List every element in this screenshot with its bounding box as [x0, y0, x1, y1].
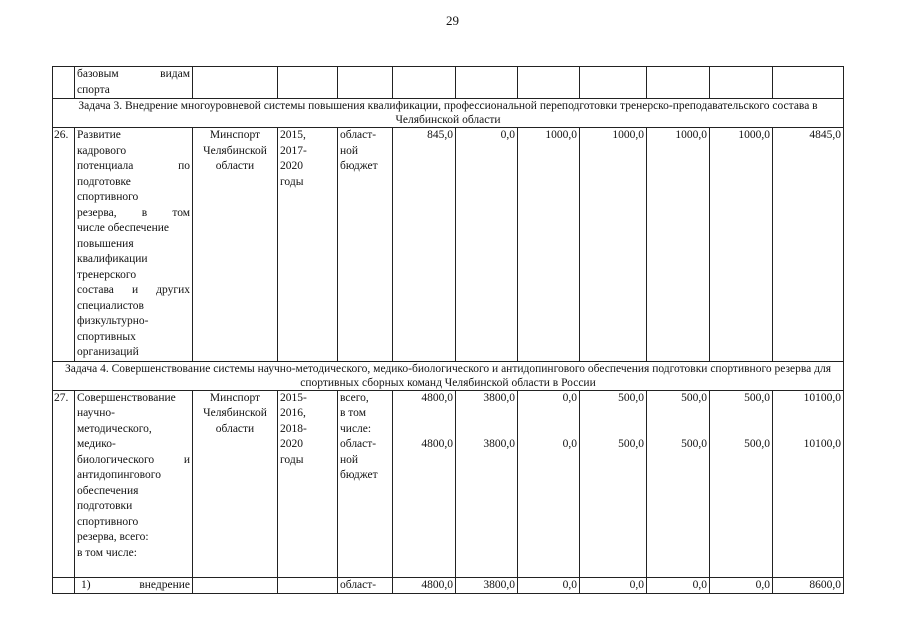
value-cell: 1000,0: [710, 128, 773, 362]
value-cell: 845,0: [393, 128, 456, 362]
value-cell: 500,0 500,0: [647, 390, 710, 577]
page-number: 29: [446, 13, 459, 28]
value-cell: 500,0 500,0: [710, 390, 773, 577]
table-row-27-1: [53, 577, 844, 594]
value-cell: 1000,0: [518, 128, 580, 362]
task-4-heading: Задача 4. Совершенствование системы научно-методического, медико-биологического и антидопингового обеспечения подготовки спортивного резерва для спортивных сборных команд Челябинской области в России: [53, 361, 844, 390]
value-cell: 0,0: [518, 577, 580, 594]
funding-source: всего, в том числе: област- ной бюджет: [338, 390, 393, 577]
value-cell: 0,0: [456, 128, 518, 362]
measure-name: Развитие кадрового потенциала по подготовке спортивного резерва, в том числе обеспечение повышения квалификации тренерского состава и других специалистов физкультурно- спортивных организаций: [75, 128, 193, 362]
budget-table: [52, 66, 844, 594]
row-number: 26.: [53, 128, 75, 362]
value-cell: 0,0: [710, 577, 773, 594]
task-row-3: [53, 99, 844, 128]
table-row-26: [53, 128, 844, 362]
years: 2015- 2016, 2018- 2020 годы: [278, 390, 338, 577]
value-cell: 0,0 0,0: [518, 390, 580, 577]
value-cell: 3800,0 3800,0: [456, 390, 518, 577]
task-3-heading: Задача 3. Внедрение многоуровневой системы повышения квалификации, профессиональной переподготовки тренерско-преподавательского состава в Челябинской области: [53, 99, 844, 128]
value-cell: 0,0: [647, 577, 710, 594]
value-cell: 0,0: [580, 577, 647, 594]
cell-name: базовым видам спорта: [75, 67, 193, 99]
value-cell-total: 4845,0: [773, 128, 844, 362]
executor: Минспорт Челябинской области: [193, 128, 278, 362]
funding-source: област- ной бюджет: [338, 128, 393, 362]
cell-num: [53, 67, 75, 99]
value-cell-total: 10100,0 10100,0: [773, 390, 844, 577]
years: 2015, 2017- 2020 годы: [278, 128, 338, 362]
value-cell: 4800,0 4800,0: [393, 390, 456, 577]
value-cell-total: 8600,0: [773, 577, 844, 594]
executor: Минспорт Челябинской области: [193, 390, 278, 577]
measure-name: Совершенствование научно- методического, медико- биологического и антидопингового обеспечения подготовки спортивного резерва, всего: в том числе:: [75, 390, 193, 577]
measure-name: 1) внедрение: [75, 577, 193, 594]
value-cell: 1000,0: [580, 128, 647, 362]
value-cell: 500,0 500,0: [580, 390, 647, 577]
table-row-continuation: [53, 67, 844, 99]
table-row-27: [53, 390, 844, 577]
value-cell: 1000,0: [647, 128, 710, 362]
value-cell: 3800,0: [456, 577, 518, 594]
row-number: 27.: [53, 390, 75, 577]
funding-source: област-: [338, 577, 393, 594]
value-cell: 4800,0: [393, 577, 456, 594]
task-row-4: [53, 361, 844, 390]
cell-num: [53, 577, 75, 594]
